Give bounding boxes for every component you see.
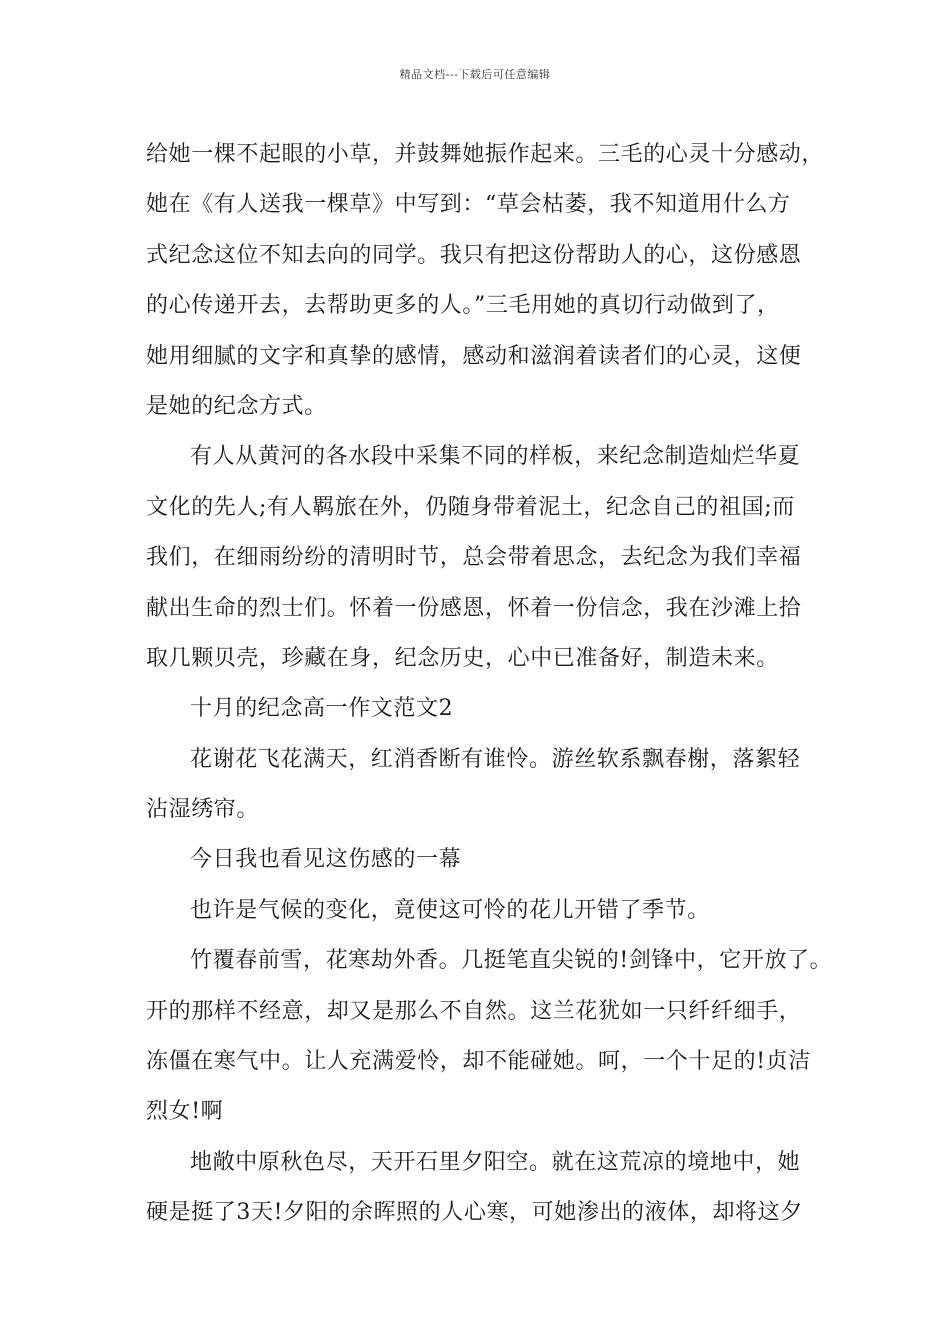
page-header: 精品文档---下载后可任意编辑	[399, 68, 551, 81]
text-line: 有人从黄河的各水段中采集不同的样板，来纪念制造灿烂华夏	[190, 444, 801, 470]
text-line: 我们，在细雨纷纷的清明时节，总会带着思念，去纪念为我们幸福	[146, 545, 802, 571]
text-line: 也许是气候的变化，竟使这可怜的花儿开错了季节。	[190, 897, 710, 923]
text-line: 开的那样不经意，却又是那么不自然。这兰花犹如一只纤纤细手，	[146, 998, 802, 1024]
text-line: 地敞中原秋色尽，天开石里夕阳空。就在这荒凉的境地中，她	[190, 1149, 801, 1175]
text-line: 她用细腻的文字和真挚的感情，感动和滋润着读者们的心灵，这便	[146, 343, 802, 369]
text-line: 烈女!啊	[146, 1099, 224, 1125]
text-line: 冻僵在寒气中。让人充满爱怜，却不能碰她。呵，一个十足的!贞洁	[146, 1049, 811, 1075]
text-line: 她在《有人送我一棵草》中写到：“草会枯萎，我不知道用什么方	[146, 192, 791, 218]
text-line: 硬是挺了3天!夕阳的余晖照的人心寒，可她渗出的液体，却将这夕	[146, 1200, 803, 1226]
section-heading: 十月的纪念高一作文范文2	[190, 696, 454, 722]
text-line: 给她一棵不起眼的小草，并鼓舞她振作起来。三毛的心灵十分感动，	[146, 142, 825, 167]
document-body	[146, 130, 833, 1239]
text-line: 是她的纪念方式。	[146, 393, 327, 419]
text-line: 的心传递开去，去帮助更多的人。”三毛用她的真切行动做到了，	[146, 293, 780, 319]
text-line: 献出生命的烈士们。怀着一份感恩，怀着一份信念，我在沙滩上拾	[146, 595, 802, 621]
text-line: 文化的先人;有人羁旅在外，仍随身带着泥土，纪念自己的祖国;而	[146, 494, 795, 520]
text-line: 花谢花飞花满天，红消香断有谁怜。游丝软系飘春榭，落絮轻	[190, 746, 801, 772]
text-line: 今日我也看见这伤感的一幕	[190, 847, 462, 873]
text-line: 式纪念这位不知去向的同学。我只有把这份帮助人的心，这份感恩	[146, 242, 802, 268]
text-line: 取几颗贝壳，珍藏在身，纪念历史，心中已准备好，制造未来。	[146, 645, 779, 671]
text-line: 沾湿绣帘。	[146, 797, 260, 823]
text-line: 竹覆春前雪，花寒劫外香。几挺笔直尖锐的!剑锋中，它开放了。	[190, 948, 833, 974]
